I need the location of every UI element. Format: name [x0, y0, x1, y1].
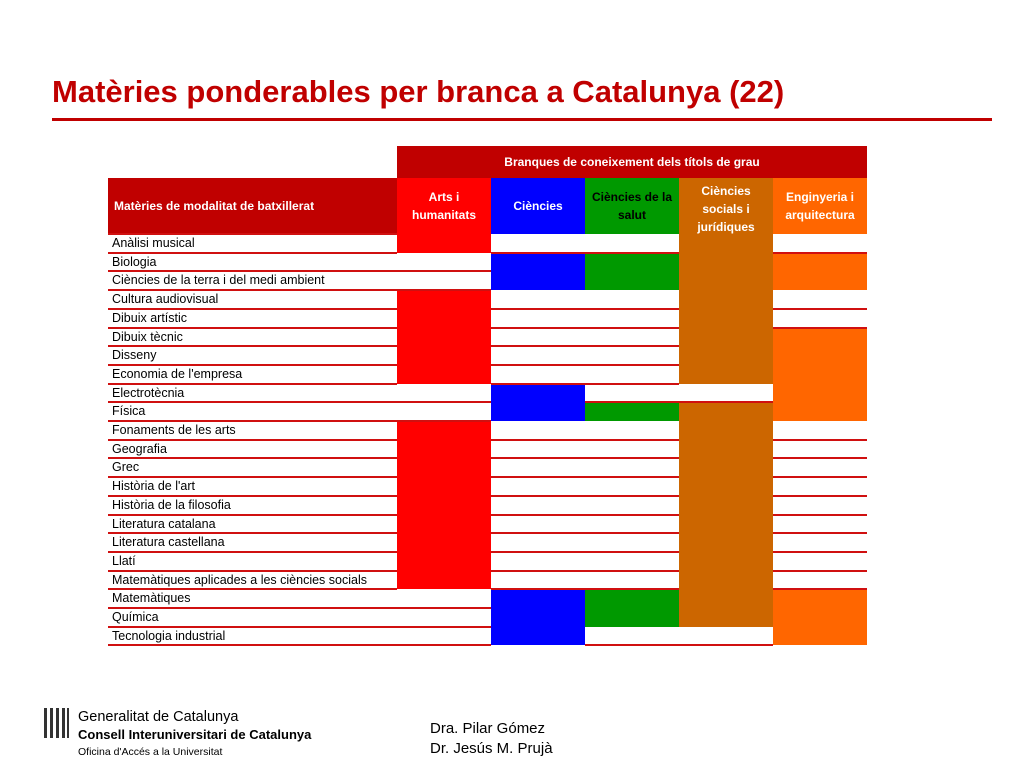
row-divider: [773, 457, 867, 459]
row-divider: [491, 476, 585, 478]
org-name-generalitat: Generalitat de Catalunya: [78, 709, 239, 725]
subject-label: Literatura catalana: [112, 516, 216, 531]
row-divider: [397, 289, 491, 291]
row-divider: [108, 383, 397, 385]
row-divider: [491, 364, 585, 366]
branch-cell-block: [585, 402, 679, 421]
row-divider: [585, 532, 679, 534]
branch-header: Arts i humanitats: [397, 178, 491, 234]
subject-label: Literatura castellana: [112, 535, 225, 550]
row-divider: [108, 364, 397, 366]
row-divider: [491, 495, 585, 497]
branch-cell-block: [397, 290, 491, 384]
row-divider: [679, 401, 773, 403]
row-divider: [108, 551, 397, 553]
row-divider: [585, 308, 679, 310]
row-divider: [491, 252, 585, 254]
row-divider: [585, 439, 679, 441]
row-divider: [108, 570, 397, 572]
branch-cell-block: [679, 402, 773, 626]
row-divider: [108, 476, 397, 478]
subject-label: Llatí: [112, 553, 136, 568]
row-divider: [585, 327, 679, 329]
row-divider: [108, 607, 397, 609]
row-divider: [108, 439, 397, 441]
row-divider: [773, 551, 867, 553]
row-divider: [108, 233, 397, 235]
row-divider: [491, 327, 585, 329]
subject-label: Geografia: [112, 441, 167, 456]
author-name: Dra. Pilar Gómez: [430, 720, 546, 737]
row-divider: [773, 588, 867, 590]
row-divider: [585, 476, 679, 478]
subject-label: Química: [112, 610, 159, 624]
row-divider: [397, 626, 491, 628]
subject-label: Cultura audiovisual: [112, 292, 219, 307]
row-divider: [773, 532, 867, 534]
branch-header: Ciències de la salut: [585, 178, 679, 234]
subjects-column-header: Matèries de modalitat de batxillerat: [108, 178, 397, 234]
row-divider: [108, 345, 397, 347]
subject-label: Dibuix tècnic: [112, 329, 183, 344]
row-divider: [585, 570, 679, 572]
row-divider: [585, 551, 679, 553]
subject-label: Història de la filosofia: [112, 497, 231, 512]
branch-header: Ciències: [491, 178, 585, 234]
title-divider: [52, 118, 992, 121]
branch-cell-block: [397, 421, 491, 589]
row-divider: [585, 401, 679, 403]
subject-label: Anàlisi musical: [112, 236, 195, 250]
row-divider: [491, 532, 585, 534]
row-divider: [585, 588, 679, 590]
subject-label: Història de l'art: [112, 479, 195, 494]
branch-header: Ciències socials i jurídiques: [679, 178, 773, 234]
row-divider: [773, 308, 867, 310]
branch-cell-block: [585, 253, 679, 290]
row-divider: [585, 495, 679, 497]
org-name-oficina: Oficina d'Accés a la Universitat: [78, 746, 223, 758]
row-divider: [585, 252, 679, 254]
branch-cell-block: [491, 253, 585, 290]
row-divider: [491, 570, 585, 572]
row-divider: [679, 644, 773, 646]
row-divider: [773, 514, 867, 516]
subject-label: Biologia: [112, 254, 157, 269]
branch-cell-block: [679, 234, 773, 384]
row-divider: [108, 420, 397, 422]
row-divider: [108, 514, 397, 516]
row-divider: [585, 345, 679, 347]
row-divider: [108, 252, 397, 254]
row-divider: [773, 570, 867, 572]
branch-header: Enginyeria i arquitectura: [773, 178, 867, 234]
row-divider: [397, 607, 491, 609]
row-divider: [491, 588, 585, 590]
subject-label: Tecnologia industrial: [112, 628, 226, 643]
subject-label: Grec: [112, 460, 140, 475]
branch-cell-block: [773, 589, 867, 645]
subject-label: Ciències de la terra i del medi ambient: [112, 273, 325, 288]
branch-cell-block: [585, 589, 679, 626]
row-divider: [108, 401, 397, 403]
row-divider: [108, 644, 397, 646]
row-divider: [491, 439, 585, 441]
subject-label: Dibuix artístic: [112, 310, 188, 325]
row-divider: [585, 364, 679, 366]
subject-label: Matemàtiques aplicades a les ciències socials: [112, 572, 367, 587]
row-divider: [108, 495, 397, 497]
branch-cell-block: [491, 384, 585, 421]
row-divider: [491, 345, 585, 347]
row-divider: [585, 383, 679, 385]
subjects-branches-table: [108, 146, 867, 644]
row-divider: [108, 327, 397, 329]
branches-group-header: Branques de coneixement dels títols de grau: [397, 146, 867, 178]
subject-label: Disseny: [112, 348, 157, 363]
row-divider: [108, 270, 397, 272]
row-divider: [585, 514, 679, 516]
row-divider: [773, 252, 867, 254]
subject-label: Fonaments de les arts: [112, 423, 236, 437]
subject-label: Economia de l'empresa: [112, 366, 243, 381]
branch-cell-block: [773, 328, 867, 422]
row-divider: [773, 476, 867, 478]
generalitat-logo-icon: [42, 706, 70, 740]
row-divider: [397, 401, 491, 403]
row-divider: [773, 327, 867, 329]
row-divider: [585, 644, 679, 646]
row-divider: [773, 495, 867, 497]
row-divider: [108, 457, 397, 459]
row-divider: [397, 420, 491, 422]
row-divider: [491, 308, 585, 310]
row-divider: [773, 439, 867, 441]
row-divider: [108, 289, 397, 291]
row-divider: [491, 457, 585, 459]
branch-cell-block: [491, 589, 585, 645]
row-divider: [491, 551, 585, 553]
subject-label: Electrotècnia: [112, 385, 185, 400]
subject-label: Matemàtiques: [112, 591, 191, 606]
row-divider: [397, 270, 491, 272]
page-title: Matèries ponderables per branca a Catalunya (22): [52, 74, 785, 109]
row-divider: [108, 532, 397, 534]
org-name-consell: Consell Interuniversitari de Catalunya: [78, 727, 312, 742]
row-divider: [108, 626, 397, 628]
row-divider: [585, 457, 679, 459]
row-divider: [491, 383, 585, 385]
row-divider: [491, 514, 585, 516]
subject-label: Física: [112, 404, 146, 419]
author-name: Dr. Jesús M. Prujà: [430, 740, 553, 757]
branch-cell-block: [773, 253, 867, 290]
row-divider: [108, 308, 397, 310]
row-divider: [397, 644, 491, 646]
row-divider: [108, 588, 397, 590]
branch-cell-block: [397, 234, 491, 253]
